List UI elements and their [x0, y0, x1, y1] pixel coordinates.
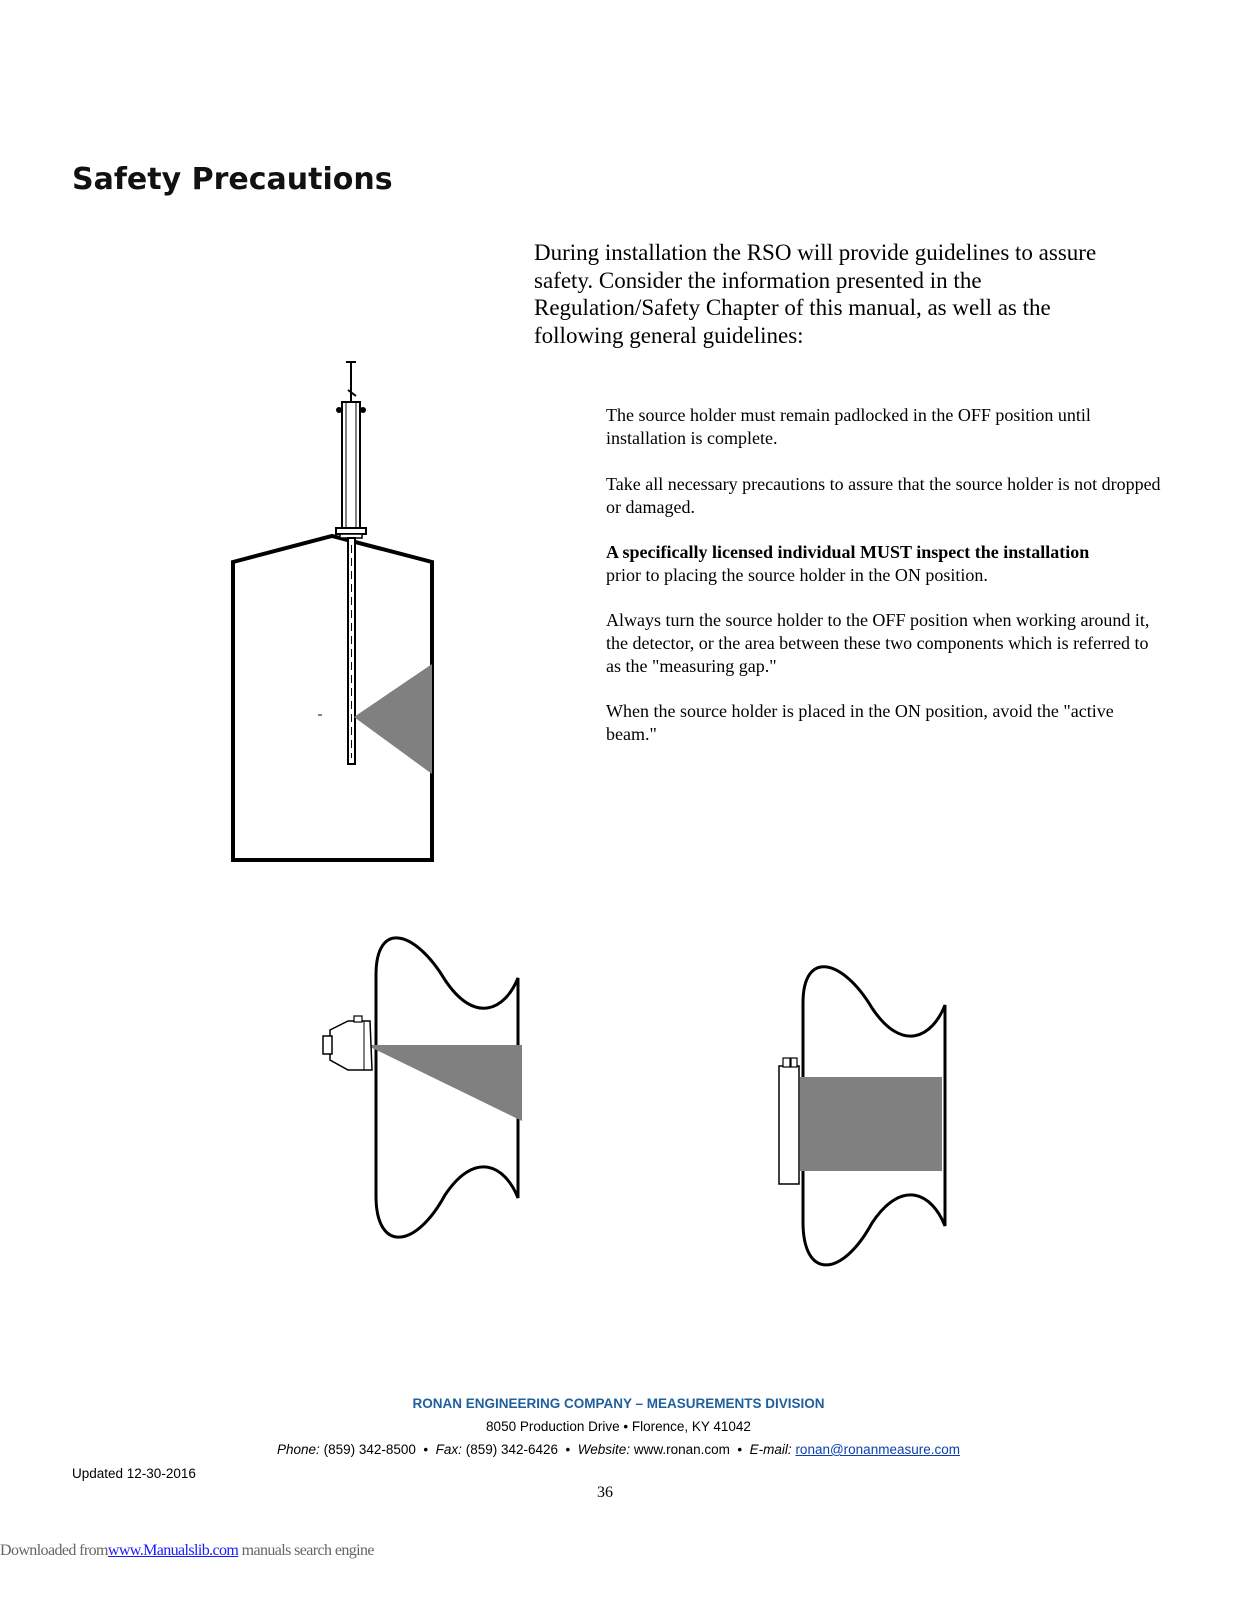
- phone-label: Phone:: [277, 1442, 320, 1457]
- bullet: •: [737, 1442, 743, 1457]
- updated-date: Updated 12-30-2016: [72, 1466, 196, 1481]
- bullet: •: [565, 1442, 571, 1457]
- source-holder-body: [342, 402, 360, 528]
- active-beam-rect: [800, 1077, 942, 1171]
- guideline-inspection-rest: prior to placing the source holder in the ON position.: [606, 565, 988, 585]
- footer-address: 8050 Production Drive • Florence, KY 41042: [486, 1419, 751, 1434]
- guideline-handling: Take all necessary precautions to assure that the source holder is not dropped or damaged.: [606, 474, 1161, 517]
- fax-label: Fax:: [435, 1442, 462, 1457]
- phone-number: (859) 342-8500: [323, 1442, 416, 1457]
- guideline-off-position: Always turn the source holder to the OFF position when working around it, the detector, or the area between these two components which is referred to as the "measuring gap.": [606, 610, 1150, 676]
- source-holder: [779, 1066, 799, 1184]
- page-title: Safety Precautions: [72, 162, 393, 197]
- pipe-diagram-1: [323, 938, 522, 1237]
- manualslib-link[interactable]: www.Manualslib.com: [107, 1542, 239, 1559]
- website-label: Website:: [577, 1442, 631, 1457]
- source-holder-handle: [350, 362, 352, 402]
- download-bar: [0, 1542, 374, 1560]
- intro-paragraph: During installation the RSO will provide guidelines to assure safety. Consider the information presented in the Regulation/Safety Chapter of this manual, as well as the following general guidelines:: [534, 240, 1097, 348]
- mounting-flange: [336, 528, 366, 534]
- website: www.ronan.com: [633, 1442, 730, 1457]
- pipe-diagram-2: [779, 967, 945, 1265]
- page-number: 36: [597, 1484, 613, 1501]
- vessel-diagram: [233, 362, 432, 860]
- guideline-padlocked: The source holder must remain padlocked in the OFF position until installation is complete.: [606, 405, 1091, 448]
- active-beam: [354, 664, 432, 774]
- download-prefix: Downloaded from: [0, 1542, 108, 1559]
- fax-number: (859) 342-6426: [465, 1442, 559, 1457]
- bullet: •: [423, 1442, 429, 1457]
- email-label: E-mail:: [749, 1442, 792, 1457]
- email-link[interactable]: ronan@ronanmeasure.com: [795, 1442, 960, 1457]
- download-suffix: manuals search engine: [238, 1542, 374, 1559]
- footer-contacts: [0, 1442, 1237, 1457]
- guideline-active-beam: When the source holder is placed in the ON position, avoid the "active beam.": [606, 701, 1114, 744]
- footer-company: RONAN ENGINEERING COMPANY – MEASUREMENTS DIVISION: [412, 1396, 825, 1411]
- guideline-inspection-bold: A specifically licensed individual MUST inspect the installation: [606, 542, 1090, 562]
- source-holder: [330, 1021, 372, 1070]
